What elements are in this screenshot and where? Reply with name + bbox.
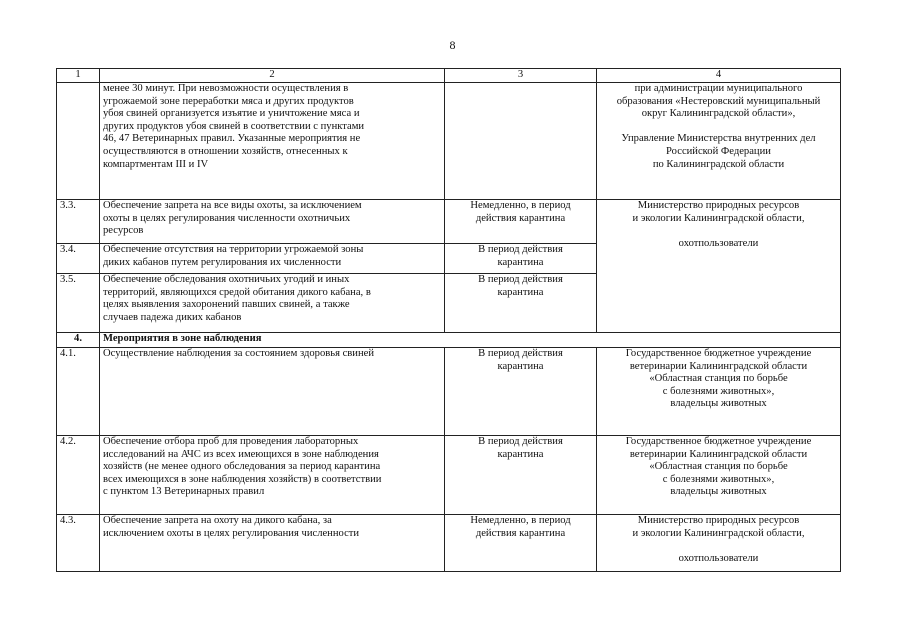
row-number: 4.2. bbox=[57, 436, 100, 515]
page-number: 8 bbox=[449, 38, 456, 52]
table-header-row bbox=[57, 69, 841, 83]
description-cell: менее 30 минут. При невозможности осуществления в угрожаемой зоне переработки мяса и других продуктов убоя свиней организуется изъятие и уничтожение мяса и других продуктов убоя свиней в соответствии с пунктами 46, 47 Ветеринарных правил. Указанные мероприятия не осуществляются в отношении хозяйств, отнесенных к компартментам III и IV bbox=[100, 83, 445, 200]
row-number: 3.5. bbox=[57, 274, 100, 333]
row-number: 3.4. bbox=[57, 244, 100, 274]
row-number: 3.3. bbox=[57, 200, 100, 244]
description-cell: Обеспечение запрета на охоту на дикого кабана, за исключением охоты в целях регулирования численности bbox=[100, 515, 445, 572]
section-number: 4. bbox=[57, 333, 100, 348]
column-header-2: 2 bbox=[100, 69, 445, 83]
table-row-continuation bbox=[57, 83, 841, 200]
section-title: Мероприятия в зоне наблюдения bbox=[100, 333, 841, 348]
column-header-4: 4 bbox=[597, 69, 841, 83]
term-cell: В период действия карантина bbox=[445, 274, 597, 333]
term-cell: В период действия карантина bbox=[445, 244, 597, 274]
responsible-cell: Государственное бюджетное учреждение ветеринарии Калининградской области «Областная станция по борьбе с болезнями животных», владельцы животных bbox=[597, 436, 841, 515]
description-cell: Обеспечение запрета на все виды охоты, за исключением охоты в целях регулирования численности охотничьих ресурсов bbox=[100, 200, 445, 244]
description-cell: Осуществление наблюдения за состоянием здоровья свиней bbox=[100, 348, 445, 436]
responsible-cell: Государственное бюджетное учреждение ветеринарии Калининградской области «Областная станция по борьбе с болезнями животных», владельцы животных bbox=[597, 348, 841, 436]
section-4-row bbox=[57, 333, 841, 348]
term-cell: Немедленно, в период действия карантина bbox=[445, 515, 597, 572]
column-header-3: 3 bbox=[445, 69, 597, 83]
responsible-cell: Министерство природных ресурсов и экологии Калининградской области, охотпользователи bbox=[597, 200, 841, 333]
row-number: 4.3. bbox=[57, 515, 100, 572]
description-cell: Обеспечение отбора проб для проведения лабораторных исследований на АЧС из всех имеющихся в зоне наблюдения хозяйств (не менее одного обследования за период карантина всех имеющихся в зоне наблюдения хозяйств) в соответствии с пунктом 13 Ветеринарных правил bbox=[100, 436, 445, 515]
table-row-3-3 bbox=[57, 200, 841, 244]
description-cell: Обеспечение обследования охотничьих угодий и иных территорий, являющихся средой обитания дикого кабана, в целях выявления захоронений павших свиней, а также случаев падежа диких кабанов bbox=[100, 274, 445, 333]
table-row-4-3 bbox=[57, 515, 841, 572]
column-header-1: 1 bbox=[57, 69, 100, 83]
measures-table bbox=[56, 68, 841, 572]
term-cell: В период действия карантина bbox=[445, 348, 597, 436]
row-number: 4.1. bbox=[57, 348, 100, 436]
term-cell: В период действия карантина bbox=[445, 436, 597, 515]
term-cell: Немедленно, в период действия карантина bbox=[445, 200, 597, 244]
row-number-cell bbox=[57, 83, 100, 200]
table-row-4-2 bbox=[57, 436, 841, 515]
responsible-cell: при администрации муниципального образования «Нестеровский муниципальный округ Калининградской области», Управление Министерства внутренних дел Российской Федерации по Калининградской области bbox=[597, 83, 841, 200]
table-row-4-1 bbox=[57, 348, 841, 436]
term-cell bbox=[445, 83, 597, 200]
description-cell: Обеспечение отсутствия на территории угрожаемой зоны диких кабанов путем регулирования их численности bbox=[100, 244, 445, 274]
responsible-cell: Министерство природных ресурсов и экологии Калининградской области, охотпользователи bbox=[597, 515, 841, 572]
